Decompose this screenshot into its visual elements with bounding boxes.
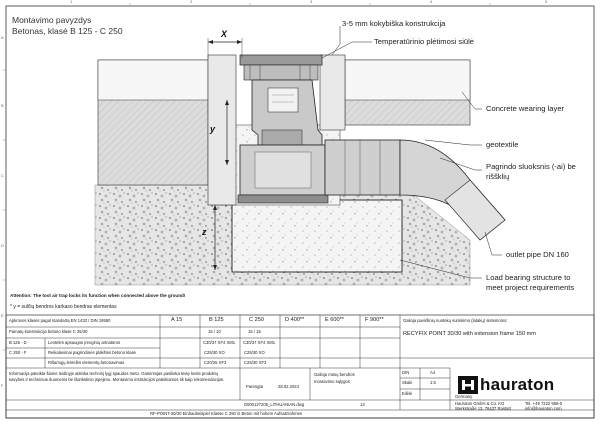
frame-mark-left: A [1,35,4,40]
row-bedding-b125: C20/25 XF3 [204,360,227,365]
concrete-foundation [232,200,402,272]
drawing-title: Montavimo pavyzdys [12,15,92,25]
row-foundation-c250: 15 / 15 [248,329,261,334]
frame-mark-left: F [1,383,4,388]
row-base-slab-c250: C25/30 XO [244,350,265,355]
load-class-f900: F 900** [365,317,384,323]
frame-mark-left: B [1,103,4,108]
scale-label: Skalė [402,380,413,385]
row-bedding-label: Rišamųjų lentelės elementų betonavimas [48,360,125,365]
phone-number: Tel. +49 7222 958-0 [525,401,563,406]
label-load-bearing-cont: meet project requirements [486,283,575,292]
side-label-b125: B 125 - D [9,340,27,345]
load-class-a15: A 15 [171,317,183,323]
dimension-x-label: X [221,29,228,39]
label-load-bearing: Load bearing structure to [486,273,571,282]
outlet-connector [325,140,400,195]
drawing-footer-title: RF-POINT-30/30 Einbaubeispiel Klasse C 250 in Beton mit hohem Aufsatzrahmen [150,411,303,416]
row-foundation-label: Pamatų konstrukcija betono klasė C 25/30 [9,329,88,334]
frame-mark-left: E [1,313,4,318]
format-value: A4 [430,370,436,375]
address-line-2: Werkstraße 13, 76437 Rastatt [455,406,511,411]
footnote: * y = sulčių bendros karkaso bendras elementas [10,304,117,310]
frame-mark-top: 3 [310,0,313,4]
label-expansion-joint: Temperatūrinio plėtimosi siūlė [374,37,475,46]
date-label: Parengta [246,384,263,389]
row-reinforcement-label: Lentelės apsaugos įrenginių armatūros [48,340,121,345]
cast-iron-grating [240,55,322,65]
load-class-e600: E 600** [325,317,344,323]
row-foundation-b125: 15 / 10 [208,329,221,334]
load-class-b125: B 125 [209,317,224,323]
conditions-note-cont: montavimo sąlygos [314,379,350,384]
warning-note: Attention: The tool air trap locks its function when connected above the ground! [10,293,186,298]
row-reinforcement-c250: C30/37 XF4 XM1 [243,340,276,345]
load-class-header: Apkrovos klasės pagal standartą EN 1433 / DIN 19580 [9,318,111,323]
email-address: info@hauraton.com [525,406,562,411]
frame-mark-left: D [1,243,4,248]
label-concrete-layer: Concrete wearing layer [486,104,565,113]
frame-mark-top: 5 [545,0,548,4]
date-value: 28.02.2024 [278,384,299,389]
sediment-bucket [268,88,298,112]
label-steel-frame: 3-5 mm kokybiška konstrukcija [342,19,446,28]
address-line-1: Hauraton GmbH & Co. KG [455,401,505,406]
format-label: DIN [402,370,410,375]
drawing-subtitle: Betonas, klasė B 125 - C 250 [12,26,123,36]
row-base-slab-b125: C25/30 XO [204,350,225,355]
description-header: Galioja paviršinių nuotekų surinkimo (latakų) sistemoms: [403,318,508,323]
scale-value: 1:5 [430,380,436,385]
dimension-y-label: y [210,124,216,134]
sheet-number: 13 [360,402,365,407]
frame-mark-top: 4 [430,0,433,4]
row-bedding-c250: C25/30 XF3 [244,360,267,365]
frame-mark-top: 2 [190,0,193,4]
label-base-layer-cont: riššklių [486,172,510,181]
row-base-slab-label: Reikalavimai pagrindinės plokštės betono klasė [48,350,136,355]
dimension-z-label: z [202,227,207,237]
address-line-3: Germany [455,394,473,399]
label-base-layer: Pagrindo sluoksnis (-ai) be [486,162,576,171]
hauraton-brand: hauraton [480,375,555,394]
edition-label: Eilėlė [402,391,413,396]
load-class-d400: D 400** [285,317,305,323]
file-name: D000127205_LITHUANIAN.dwg [244,402,305,407]
extension-frame [244,65,318,80]
load-class-c250: C 250 [249,317,264,323]
frame-mark-left: C [1,173,4,178]
product-description: RECYFIX POINT 30/30 with extension frame 150 mm [403,331,536,337]
legal-disclaimer: Informacija pateikta šiame leidinyje atitinka techninį lygį spaudos metu. Gamintojas pasilieka teisę keisti produktų savybes ir techninius duomenis be išankstinio įspėjimo. Montavimo instrukcijos pateikiamos tik kaip rekomendacijos. [9,371,225,382]
side-label-c250: C 250 - F [9,350,27,355]
row-reinforcement-b125: C30/37 XF4 XM1 [203,340,236,345]
label-geotextile: geotextile [486,140,519,149]
label-outlet-pipe: outlet pipe DN 160 [506,250,569,259]
conditions-note: Galioja mūsų bendros [314,372,355,377]
frame-mark-top: 1 [70,0,73,4]
